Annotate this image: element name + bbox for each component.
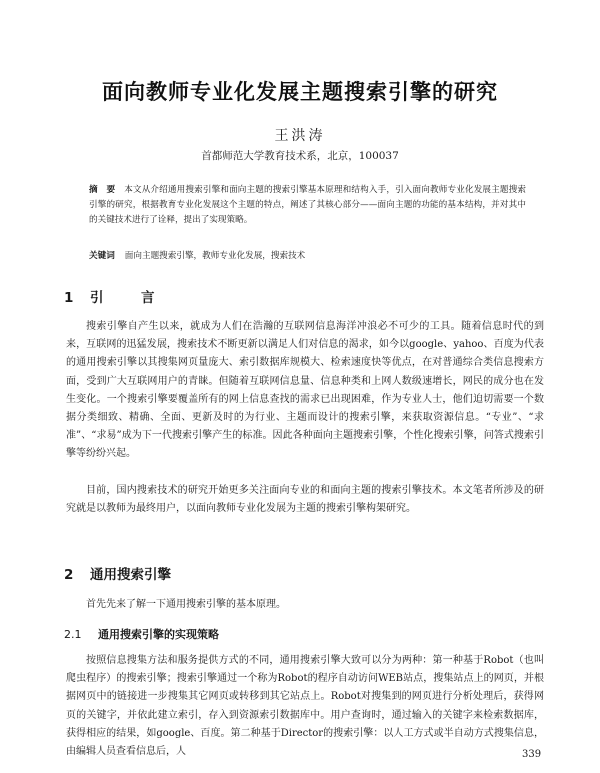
section-1-number: 1 [64, 290, 74, 306]
author-affiliation: 首都师范大学教育技术系，北京，100037 [201, 150, 399, 162]
abstract-label: 摘 要 [89, 185, 116, 195]
section-2-number: 2 [64, 567, 74, 583]
paper-title: 面向教师专业化发展主题搜索引擎的研究 [102, 80, 498, 104]
author-name: 王洪涛 [274, 128, 326, 144]
abstract-text: 本文从介绍通用搜索引擎和面向主题的搜索引擎基本原理和结构入手，引入面向教师专业化发展主题搜索引擎的研究，根据教育专业化发展这个主题的特点，阐述了其核心部分——面向主题的功能的基本结构，并对其中的关键技术进行了诠释，提出了实现策略。 [89, 185, 526, 225]
section-2-intro: 首先先来了解一下通用搜索引擎的基本原理。 [86, 599, 286, 610]
subsection-2-1-heading [64, 626, 219, 642]
section-1-title: 引 言 [90, 290, 167, 306]
page-number: 339 [522, 749, 542, 760]
keywords-label: 关键词 [89, 251, 115, 261]
keywords [89, 249, 526, 264]
keywords-text: 面向主题搜索引擎，教师专业化发展，搜索技术 [124, 251, 306, 261]
section-1-paragraph-1: 搜索引擎自产生以来，就成为人们在浩瀚的互联网信息海洋冲浪必不可少的工具。随着信息时代的到来，互联网的迅猛发展，搜索技术不断更新以满足人们对信息的渴求，如今以google、yahoo、百度为代表的通用搜索引擎以其搜集网页量庞大、索引数据库规模大、检索速度快等优点，在对普通综合类信息搜索方面，受到广大互联网用户的青睐。但随着互联网信息量、信息种类和上网人数级速增长，网民的成分也在发生变化。一个搜索引擎要覆盖所有的网上信息查找的需求已出现困难，作为专业人士，他们迫切需要一个数据分类细致、精确、全面、更新及时的为行业、主题而设计的搜索引擎，来获取资源信息。“专业”、“求准”、“求易”成为下一代搜索引擎产生的标准。因此各种面向主题搜索引擎，个性化搜索引擎，问答式搜索引擎等纷纷兴起。 [66, 321, 544, 460]
section-1-heading [64, 286, 167, 306]
section-2-heading [64, 563, 171, 583]
abstract [89, 183, 526, 228]
subsection-2-1-title: 通用搜索引擎的实现策略 [98, 628, 219, 641]
subsection-2-1-paragraph: 按照信息搜集方法和服务提供方式的不同，通用搜索引擎大致可以分为两种：第一种基于Robot（也叫爬虫程序）的搜索引擎；搜索引擎通过一个称为Robot的程序自动访问WEB站点，搜集站点上的网页，并根据网页中的链接进一步搜集其它网页或转移到其它站点上。Robot对搜集到的网页进行分析处理后，获得网页的关键字，并依此建立索引，存入到资源索引数据库中。用户查询时，通过输入的关键字来检索数据库，获得相应的结果，如google、百度。第二种基于Director的搜索引擎：以人工方式或半自动方式搜集信息，由编辑人员查看信息后，人 [66, 655, 544, 758]
section-1-paragraph-2: 目前，国内搜索技术的研究开始更多关注面向专业的和面向主题的搜索引擎技术。本文笔者所涉及的研究就是以教师为最终用户，以面向教师专业化发展为主题的搜索引擎构架研究。 [66, 485, 544, 515]
subsection-2-1-number: 2.1 [64, 628, 82, 641]
section-2-title: 通用搜索引擎 [90, 567, 171, 583]
